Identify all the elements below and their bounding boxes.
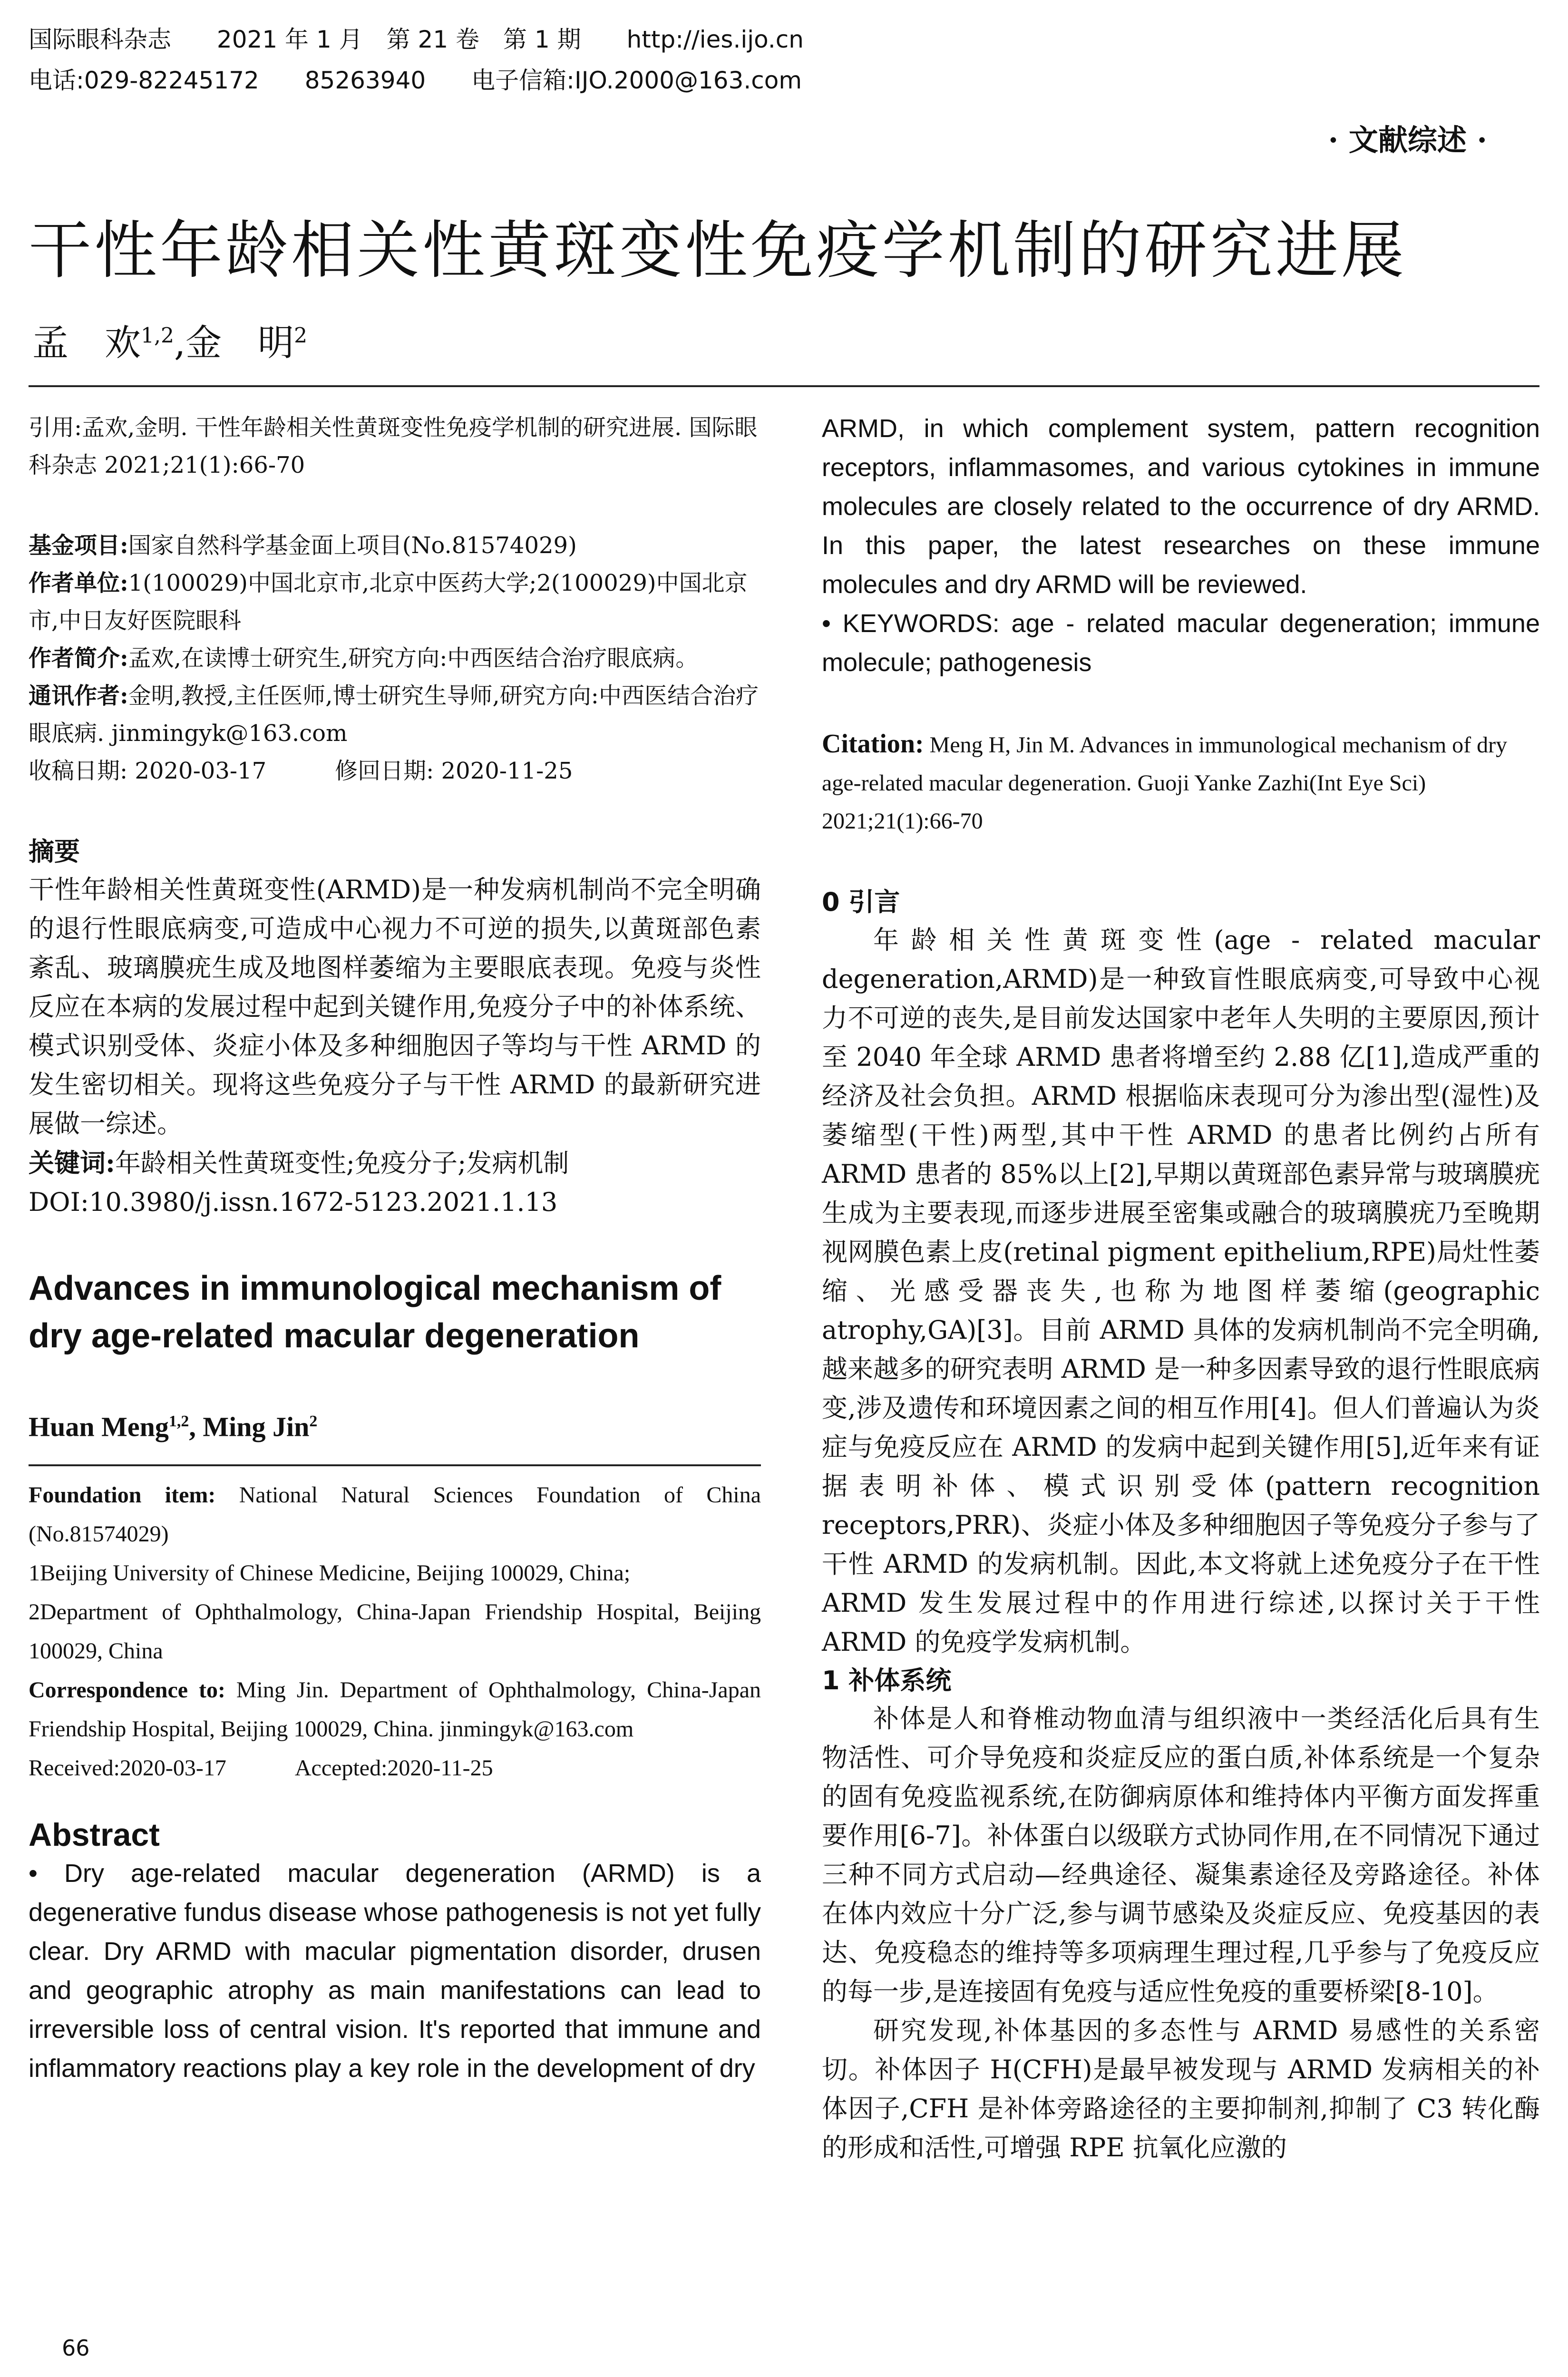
abstract-en-cont: ARMD, in which complement system, pattern recognition receptors, inflammasomes, and various cytokines in immune molecules are closely related to the occurrence of dry ARMD. In this paper, the latest researches on these immune molecules and dry ARMD will be reviewed. bbox=[822, 414, 1540, 599]
bio: 孟欢,在读博士研究生,研究方向:中西医结合治疗眼底病。 bbox=[128, 645, 699, 672]
journal-url[interactable]: http://ies.ijo.cn bbox=[626, 26, 804, 53]
keywords-cn: 年龄相关性黄斑变性;免疫分子;发病机制 bbox=[115, 1148, 569, 1178]
issue-info: 2021 年 1 月 第 21 卷 第 1 期 bbox=[216, 26, 581, 53]
page-number: 66 bbox=[62, 2335, 90, 2361]
abstract-en: • Dry age-related macular degeneration (ARMD) is a degenerative fundus disease whose pathogenesis is not yet fully clear. Dry ARMD with macular pigmentation disorder, drusen and geographic atrophy as main manifestations can lead to irreversible loss of central vision. It's reported that immune and inflammatory reactions play a key role in the development of dry bbox=[29, 1859, 761, 2083]
bio-label: 作者简介: bbox=[29, 645, 128, 672]
author-sep: , bbox=[174, 321, 186, 364]
abstract-en-heading: Abstract bbox=[29, 1817, 160, 1853]
doi: DOI:10.3980/j.issn.1672-5123.2021.1.13 bbox=[29, 1187, 558, 1217]
unit-label: 作者单位: bbox=[29, 570, 128, 596]
keywords-label: 关键词: bbox=[29, 1148, 115, 1178]
foundation: National Natural Sciences Foundation of China (No.81574029) bbox=[29, 1482, 761, 1547]
en-author-2-sup: 2 bbox=[309, 1413, 318, 1430]
section-1-heading: 1 补体系统 bbox=[822, 1666, 952, 1695]
journal-name: 国际眼科杂志 bbox=[29, 26, 171, 53]
authors-cn bbox=[32, 314, 307, 366]
abstract-cn-heading: 摘要 bbox=[29, 837, 80, 867]
author-2-sup: 2 bbox=[294, 323, 308, 348]
fund: 国家自然科学基金面上项目(No.81574029) bbox=[128, 532, 577, 559]
section-tag: · 文献综述 · bbox=[1328, 123, 1487, 157]
foundation-label: Foundation item: bbox=[29, 1482, 216, 1508]
phone-2: 85263940 bbox=[304, 67, 426, 94]
paragraph-research: 研究发现,补体基因的多态性与 ARMD 易感性的关系密切。补体因子 H(CFH)是最早被发现与 ARMD 发病相关的补体因子,CFH 是补体旁路途径的主要抑制剂,抑制了 C3 转化酶的形成和活性,可增强 RPE 抗氧化应激的 bbox=[822, 2016, 1540, 2163]
en-author-1-sup: 1,2 bbox=[168, 1413, 189, 1430]
paragraph-intro: 年龄相关性黄斑变性(age - related macular degeneration,ARMD)是一种致盲性眼底病变,可导致中心视力不可逆的丧失,是目前发达国家中老年人失明的主要原因,预计至 2040 年全球 ARMD 患者将增至约 2.88 亿[1],造成严重的经济及社会负担。ARMD 根据临床表现可分为渗出型(湿性)及萎缩型(干性)两型,其中干性 ARMD 的患者比例约占所有 ARMD 患者的 85%以上[2],早期以黄斑部色素异常与玻璃膜疣生成为主要表现,而逐步进展至密集或融合的玻璃膜疣乃至晚期视网膜色素上皮(retinal pigment epithelium,RPE)局灶性萎缩、光感受器丧失,也称为地图样萎缩(geographic atrophy,GA)[3]。目前 ARMD 具体的发病机制尚不完全明确,越来越多的研究表明 ARMD 是一种多因素导致的退行性眼底病变,涉及遗传和环境因素之间的相互作用[4]。但人们普遍认为炎症与免疫反应在 ARMD 的发病中起到关键作用[5],近年来有证据表明补体、模式识别受体(pattern recognition receptors,PRR)、炎症小体及多种细胞因子等免疫分子参与了干性 ARMD 的发病机制。因此,本文将就上述免疫分子在干性 ARMD 发生发展过程中的作用进行综述,以探讨关于干性 ARMD 的免疫学发病机制。 bbox=[822, 925, 1540, 1657]
unit: 1(100029)中国北京市,北京中医药大学;2(100029)中国北京市,中日友好医院眼科 bbox=[29, 570, 748, 634]
citation-label: Citation: bbox=[822, 729, 924, 759]
abstract-cn: 干性年龄相关性黄斑变性(ARMD)是一种发病机制尚不完全明确的退行性眼底病变,可造成中心视力不可逆的损失,以黄斑部色素紊乱、玻璃膜疣生成及地图样萎缩为主要眼底表现。免疫与炎性反应在本病的发展过程中起到关键作用,免疫分子中的补体系统、模式识别受体、炎症小体及多种细胞因子等均与干性 ARMD 的发生密切相关。现将这些免疫分子与干性 ARMD 的最新研究进展做一综述。 bbox=[29, 875, 761, 1139]
english-title: Advances in immunological mechanism of dry age-related macular degeneration bbox=[29, 1269, 721, 1355]
affiliation-1: 1Beijing University of Chinese Medicine, Beijing 100029, China; bbox=[29, 1560, 631, 1586]
paragraph-complement: 补体是人和脊椎动物血清与组织液中一类经活化后具有生物活性、可介导免疫和炎症反应的蛋白质,补体系统是一个复杂的固有免疫监视系统,在防御病原体和维持体内平衡方面发挥重要作用[6-7]。补体蛋白以级联方式协同作用,在不同情况下通过三种不同方式启动—经典途径、凝集素途径及旁路途径。补体在体内效应十分广泛,参与调节感染及炎症反应、免疫基因的表达、免疫稳态的维持等多项病理生理过程,几乎参与了免疫反应的每一步,是连接固有免疫与适应性免疫的重要桥梁[8-10]。 bbox=[822, 1704, 1540, 2007]
author-1: 孟 欢 bbox=[32, 321, 141, 364]
email: 电子信箱:IJO.2000@163.com bbox=[471, 67, 802, 94]
citation-en: Meng H, Jin M. Advances in immunological mechanism of dry age-related macular degeneration. Guoji Yanke Zazhi(Int Eye Sci) 2021;21(1):66-70 bbox=[822, 732, 1508, 834]
corr-label: 通讯作者: bbox=[29, 682, 128, 709]
affiliation-2: 2Department of Ophthalmology, China-Japan Friendship Hospital, Beijing 100029, China bbox=[29, 1599, 761, 1664]
author-1-sup: 1,2 bbox=[141, 323, 174, 348]
fund-label: 基金项目: bbox=[29, 532, 128, 559]
correspondence: Ming Jin. Department of Ophthalmology, China-Japan Friendship Hospital, Beijing 100029, China. jinmingyk@163.com bbox=[29, 1677, 761, 1742]
received-accepted: Received:2020-03-17 Accepted:2020-11-25 bbox=[29, 1755, 493, 1781]
phone: 电话:029-82245172 bbox=[29, 67, 259, 94]
right-column bbox=[822, 409, 1540, 2167]
en-author-2: , Ming Jin bbox=[189, 1411, 310, 1442]
dates-cn: 收稿日期: 2020-03-17 修回日期: 2020-11-25 bbox=[29, 758, 573, 784]
keywords-en: • KEYWORDS: age - related macular degeneration; immune molecule; pathogenesis bbox=[822, 609, 1540, 677]
english-authors bbox=[29, 1403, 761, 1445]
section-0-heading: 0 引言 bbox=[822, 887, 900, 917]
divider bbox=[29, 385, 1539, 387]
en-author-1: Huan Meng bbox=[29, 1411, 169, 1442]
author-2: 金 明 bbox=[185, 321, 294, 364]
citation-cn: 引用:孟欢,金明. 干性年龄相关性黄斑变性免疫学机制的研究进展. 国际眼科杂志 2021;21(1):66-70 bbox=[29, 414, 758, 478]
journal-header bbox=[29, 19, 842, 101]
corr: 金明,教授,主任医师,博士研究生导师,研究方向:中西医结合治疗眼底病. jinmingyk@163.com bbox=[29, 682, 759, 747]
page-title: 干性年龄相关性黄斑变性免疫学机制的研究进展 bbox=[29, 214, 1407, 287]
left-column bbox=[29, 409, 761, 2088]
correspondence-label: Correspondence to: bbox=[29, 1677, 225, 1703]
